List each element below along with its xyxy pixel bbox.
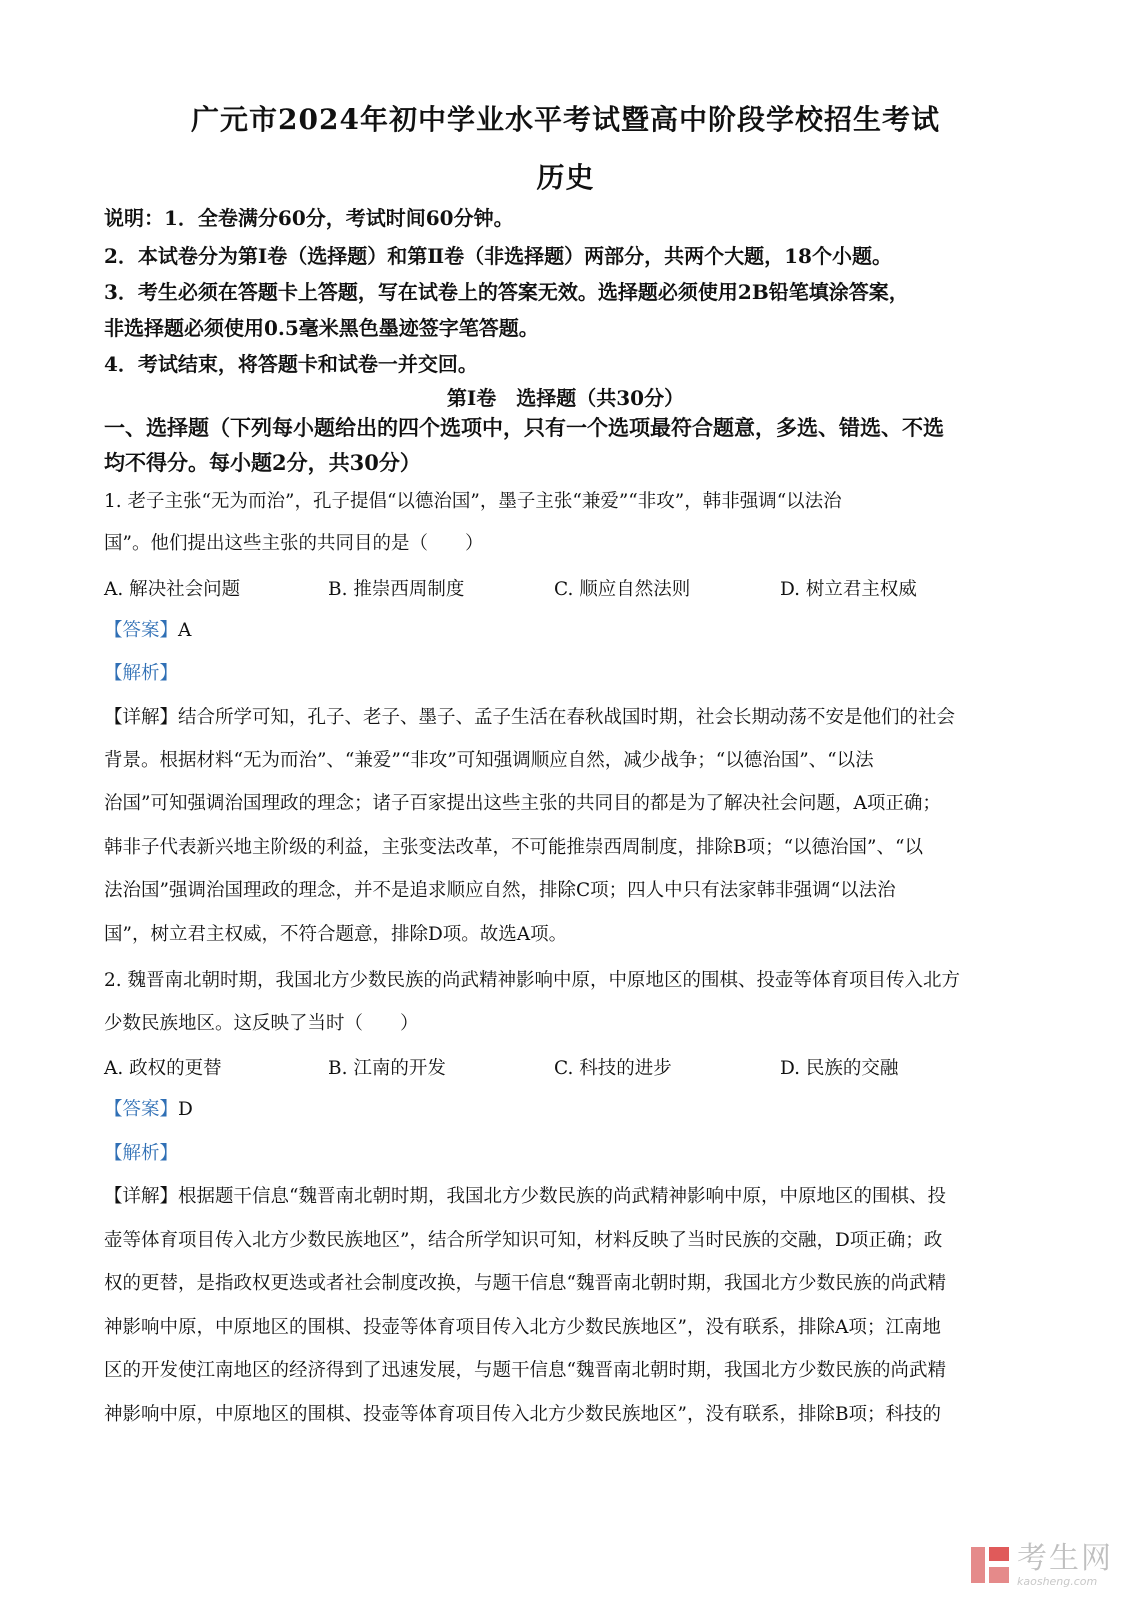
part-heading-1: 一、选择题（下列每小题给出的四个选项中，只有一个选项最符合题意，多选、错选、不选 [104, 415, 944, 440]
q2-answer-value: D [178, 1099, 193, 1120]
q2-detail-1: 【详解】根据题干信息“魏晋南北朝时期，我国北方少数民族的尚武精神影响中原，中原地区的围棋、投 [104, 1186, 946, 1207]
q1-detail-3: 治国”可知强调治国理政的理念；诸子百家提出这些主张的共同目的都是为了解决社会问题，A项正确； [104, 793, 941, 814]
q1-answer [104, 619, 191, 643]
q2-answer-tag: 【答案】 [104, 1099, 179, 1120]
watermark [971, 1540, 1113, 1590]
q1-stem-2: 国”。他们提出这些主张的共同目的是（ ） [104, 533, 484, 554]
watermark-en: kaosheng.com [1017, 1574, 1098, 1588]
q2-stem-1: 2. 魏晋南北朝时期，我国北方少数民族的尚武精神影响中原，中原地区的围棋、投壶等体育项目传入北方 [104, 970, 961, 991]
q1-detail-6: 国”，树立君主权威，不符合题意，排除D项。故选A项。 [104, 924, 568, 945]
q1-detail-tag: 【详解】 [104, 707, 179, 728]
q2-detail-6: 神影响中原，中原地区的围棋、投壶等体育项目传入北方少数民族地区”，没有联系，排除B项；科技的 [104, 1404, 942, 1425]
q1-option-a: A. 解决社会问题 [104, 579, 241, 600]
q2-detail-5: 区的开发使江南地区的经济得到了迅速发展，与题干信息“魏晋南北朝时期，我国北方少数民族的尚武精 [104, 1360, 946, 1381]
instruction-1: 说明：1．全卷满分60分，考试时间60分钟。 [104, 206, 514, 230]
part-heading-2: 均不得分。每小题2分，共30分） [104, 450, 421, 475]
kaosheng-logo-icon [971, 1545, 1011, 1585]
q2-option-d: D. 民族的交融 [780, 1058, 899, 1079]
q1-stem-1: 1. 老子主张“无为而治”，孔子提倡“以德治国”，墨子主张“兼爱”“非攻”，韩非强调“以法治 [104, 491, 842, 512]
q1-answer-tag: 【答案】 [104, 620, 179, 641]
exam-title: 广元市2024年初中学业水平考试暨高中阶段学校招生考试 [191, 103, 940, 136]
q2-detail-3: 权的更替，是指政权更迭或者社会制度改换，与题干信息“魏晋南北朝时期，我国北方少数民族的尚武精 [104, 1273, 946, 1294]
q2-option-b: B. 江南的开发 [328, 1058, 446, 1079]
q1-option-d: D. 树立君主权威 [780, 579, 917, 600]
q1-detail-5: 法治国”强调治国理政的理念，并不是追求顺应自然，排除C项；四人中只有法家韩非强调“以法治 [104, 880, 896, 901]
q1-option-b: B. 推崇西周制度 [328, 579, 465, 600]
subject-title: 历史 [536, 161, 595, 194]
q2-option-a: A. 政权的更替 [104, 1058, 222, 1079]
watermark-cn: 考生网 [1017, 1540, 1113, 1576]
q2-detail-4: 神影响中原，中原地区的围棋、投壶等体育项目传入北方少数民族地区”，没有联系，排除A项；江南地 [104, 1317, 941, 1338]
q2-detail-2: 壶等体育项目传入北方少数民族地区”，结合所学知识可知，材料反映了当时民族的交融，D项正确；政 [104, 1230, 943, 1251]
q1-analysis-tag: 【解析】 [104, 663, 179, 684]
q2-analysis-tag: 【解析】 [104, 1143, 179, 1164]
q1-detail-2: 背景。根据材料“无为而治”、“兼爱”“非攻”可知强调顺应自然，减少战争；“以德治国”、“以法 [104, 750, 874, 771]
instruction-3-cont: 非选择题必须使用0.5毫米黑色墨迹签字笔答题。 [104, 316, 539, 340]
q1-detail-1: 【详解】结合所学可知，孔子、老子、墨子、孟子生活在春秋战国时期，社会长期动荡不安是他们的社会 [104, 707, 956, 728]
instruction-3: 3．考生必须在答题卡上答题，写在试卷上的答案无效。选择题必须使用2B铅笔填涂答案， [104, 280, 909, 304]
instruction-2: 2．本试卷分为第Ⅰ卷（选择题）和第Ⅱ卷（非选择题）两部分，共两个大题，18个小题。 [104, 244, 892, 268]
instruction-4: 4．考试结束，将答题卡和试卷一并交回。 [104, 352, 478, 376]
q2-detail-tag: 【详解】 [104, 1186, 179, 1207]
q1-answer-value: A [178, 620, 192, 641]
q2-answer [104, 1098, 193, 1122]
q2-stem-2: 少数民族地区。这反映了当时（ ） [104, 1013, 419, 1034]
q2-option-c: C. 科技的进步 [554, 1058, 672, 1079]
q1-detail-4: 韩非子代表新兴地主阶级的利益，主张变法改革，不可能推崇西周制度，排除B项；“以德治国”、“以 [104, 837, 923, 858]
q1-option-c: C. 顺应自然法则 [554, 579, 691, 600]
section-title: 第Ⅰ卷 选择题（共30分） [446, 386, 685, 410]
